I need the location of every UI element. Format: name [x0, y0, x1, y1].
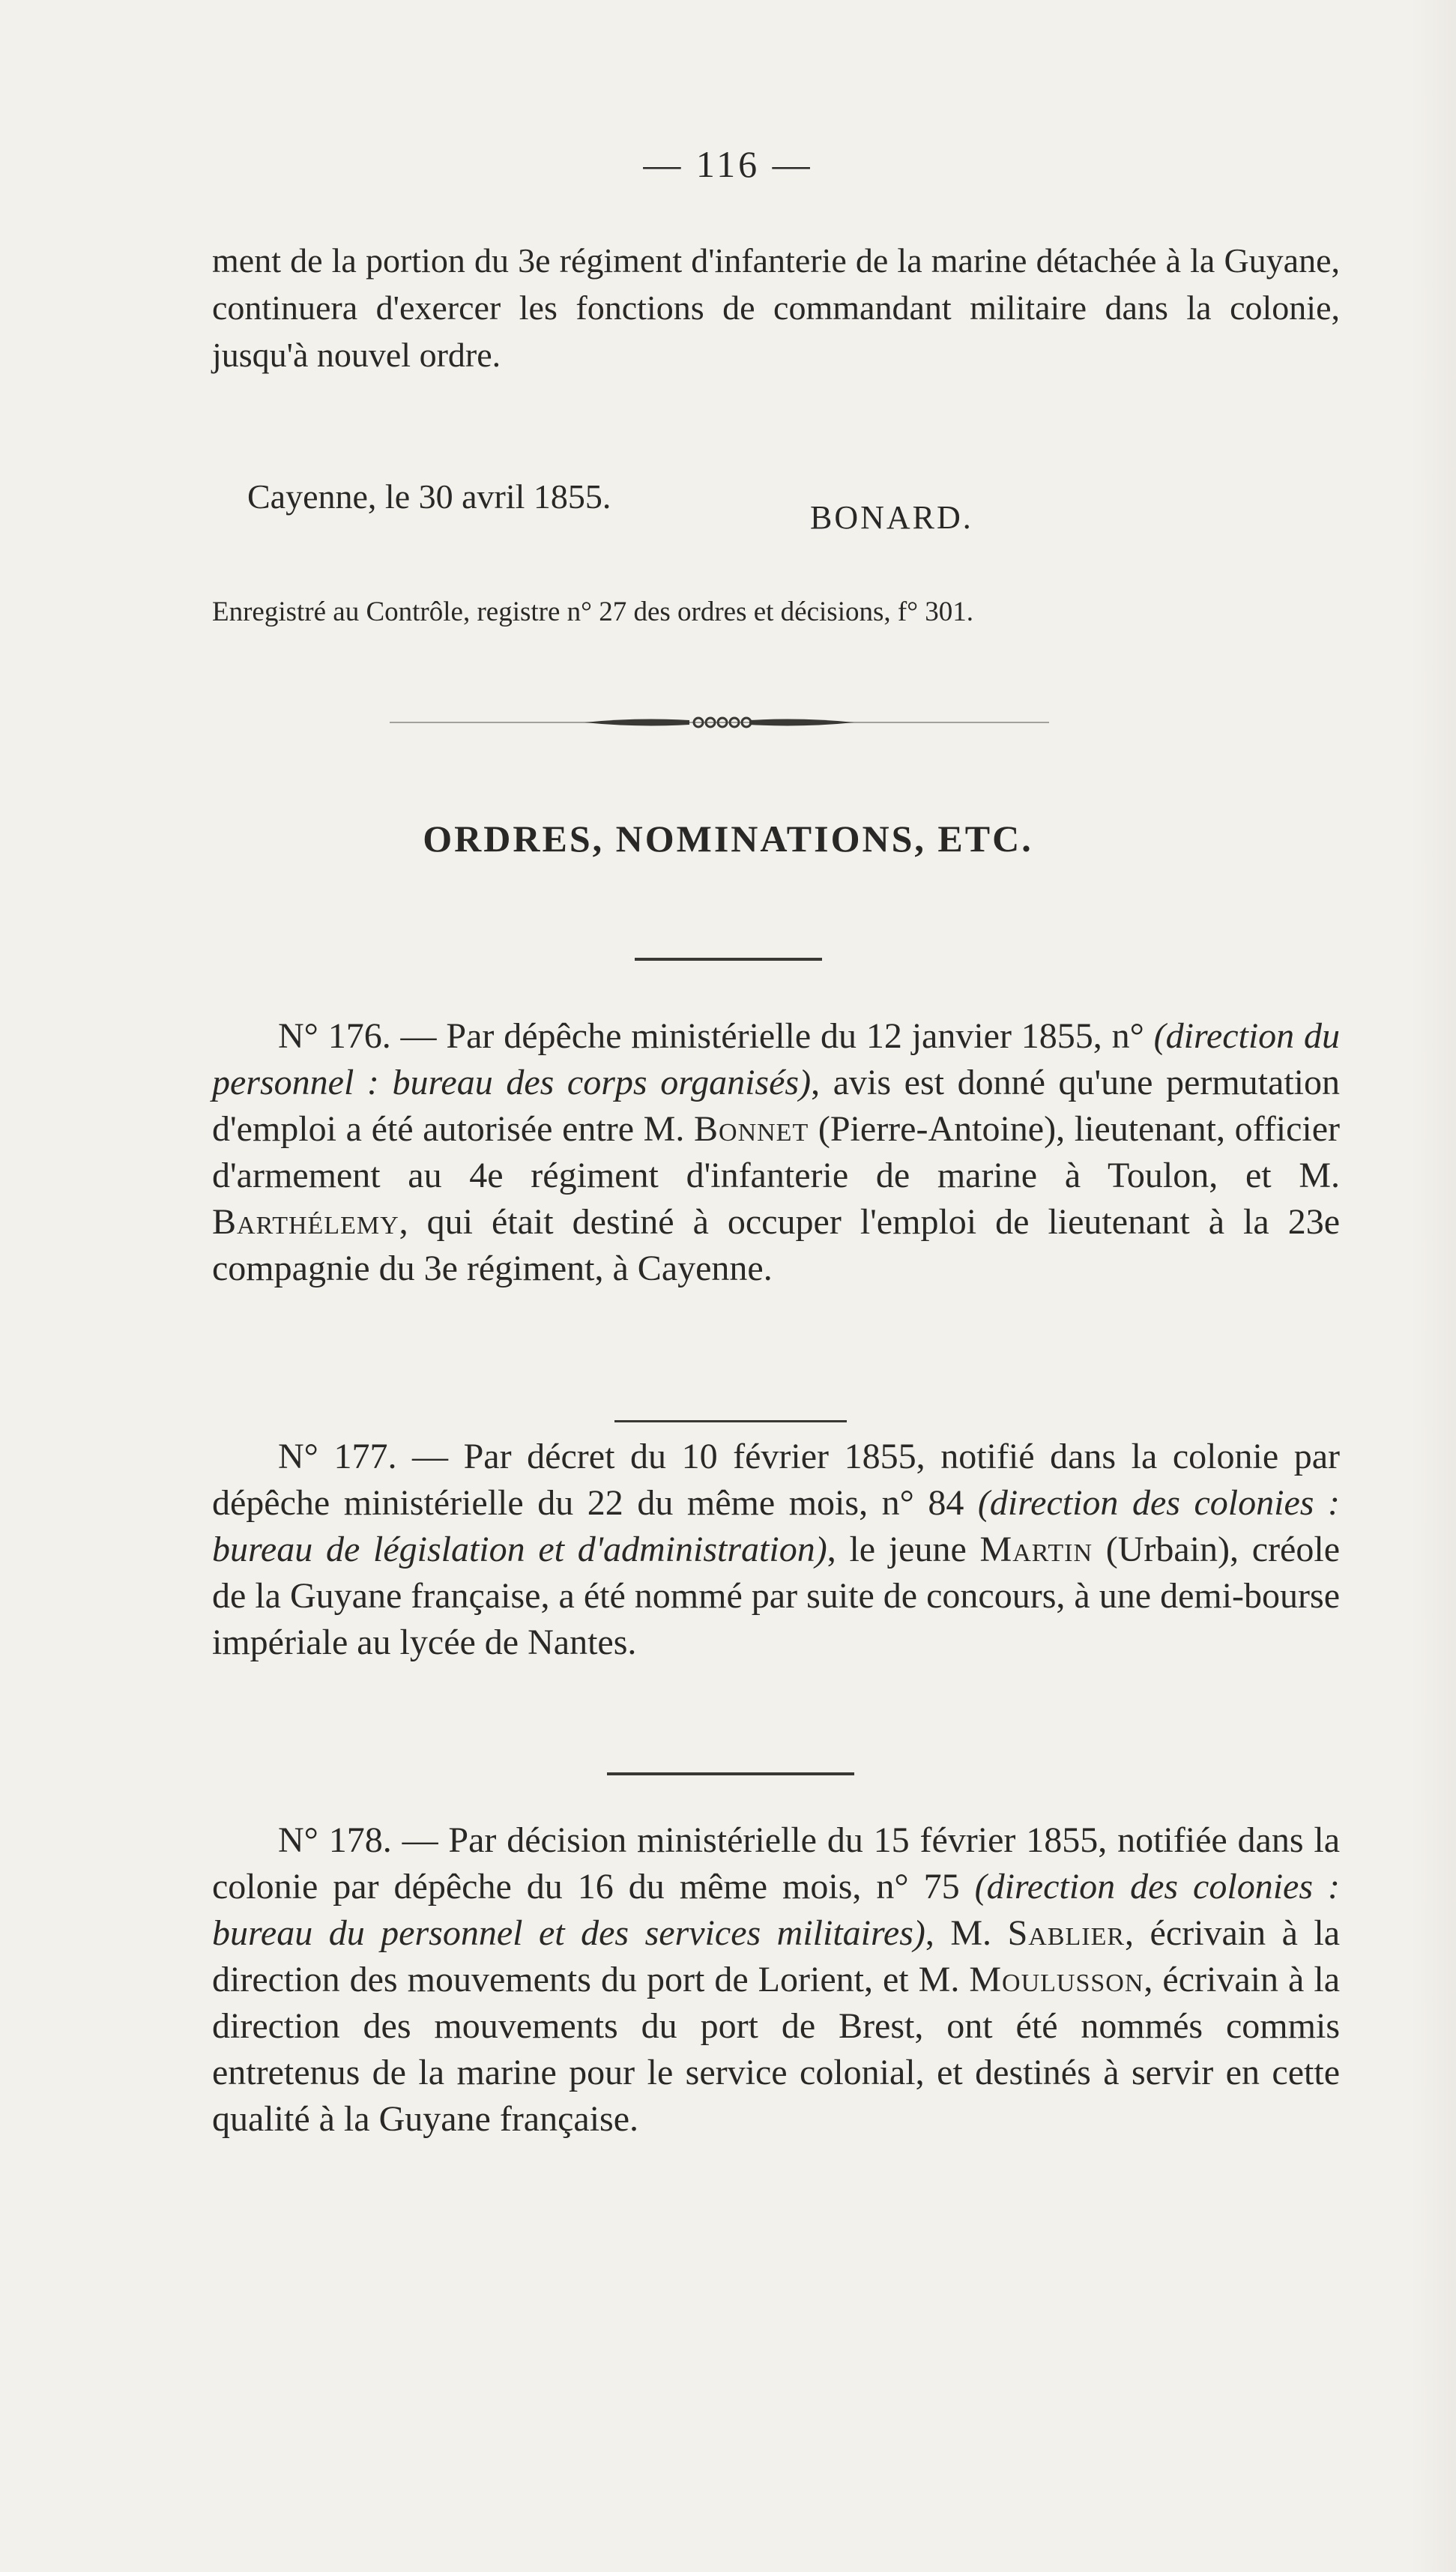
entry-direction: (direction des colonies : bureau du personnel et des services militaires)	[212, 1867, 1340, 1953]
entry-text: N° 177. — Par décret du 10 février 1855, notifié dans la colonie par dépêche ministérielle du 22 du même mois, n° 84 (direction des colonies : bureau de législation et d'administration), le jeune Martin (Urbain), créole de la Guyane française, a été nommé par suite de concours, à une demi-bourse impériale au lycée de Nantes.	[212, 1437, 1341, 1662]
entry-177	[212, 1434, 1340, 1666]
entry-separator	[614, 1420, 847, 1422]
entry-direction: (direction des colonies : bureau de législation et d'administration)	[212, 1483, 1340, 1569]
registration-note: Enregistré au Contrôle, registre n° 27 des ordres et décisions, f° 301.	[212, 597, 974, 627]
person-name: Barthélemy	[212, 1202, 399, 1242]
place-date: Cayenne, le 30 avril 1855.	[247, 477, 611, 516]
page-number: — 116 —	[643, 143, 813, 185]
section-rule	[635, 958, 822, 961]
section-title: ORDRES, NOMINATIONS, ETC.	[423, 818, 1033, 860]
page-edge-shading	[1411, 0, 1456, 2572]
entry-number: N° 176.	[278, 1016, 391, 1056]
entry-176	[212, 1013, 1340, 1292]
entry-separator	[607, 1772, 854, 1775]
entry-178	[212, 1817, 1340, 2143]
entry-number: N° 178.	[278, 1820, 392, 1860]
intro-text: ment de la portion du 3e régiment d'infanterie de la marine détachée à la Guyane, continuera d'exercer les fonctions de commandant militaire dans la colonie, jusqu'à nouvel ordre.	[212, 241, 1340, 374]
signature: BONARD.	[810, 499, 973, 536]
entry-text: N° 176. — Par dépêche ministérielle du 12 janvier 1855, n° (direction du personnel : bureau des corps organisés), avis est donné qu'une permutation d'emploi a été autorisée entre M. Bonnet (Pierre-Antoine), lieutenant, officier d'armement au 4e régiment d'infanterie de marine à Toulon, et M. Barthélemy, qui était destiné à occuper l'emploi de lieutenant à la 23e compagnie du 3e régiment, à Cayenne.	[212, 1016, 1341, 1288]
person-name: Bonnet	[694, 1109, 809, 1149]
person-name: Moulusson	[969, 1960, 1144, 1999]
entry-number: N° 177.	[278, 1437, 397, 1476]
person-name: Sablier	[1007, 1913, 1126, 1953]
person-name: Martin	[979, 1530, 1093, 1569]
ornamental-divider	[390, 707, 1049, 737]
entry-direction: (direction du personnel : bureau des corps organisés)	[212, 1016, 1341, 1102]
intro-paragraph	[212, 237, 1340, 378]
entry-text: N° 178. — Par décision ministérielle du 15 février 1855, notifiée dans la colonie par dépêche du 16 du même mois, n° 75 (direction des colonies : bureau du personnel et des services militaires), M. Sablier, écrivain à la direction des mouvements du port de Lorient, et M. Moulusson, écrivain à la direction des mouvements du port de Brest, ont été nommés commis entretenus de la marine pour le service colonial, et destinés à servir en cette qualité à la Guyane française.	[212, 1820, 1341, 2139]
